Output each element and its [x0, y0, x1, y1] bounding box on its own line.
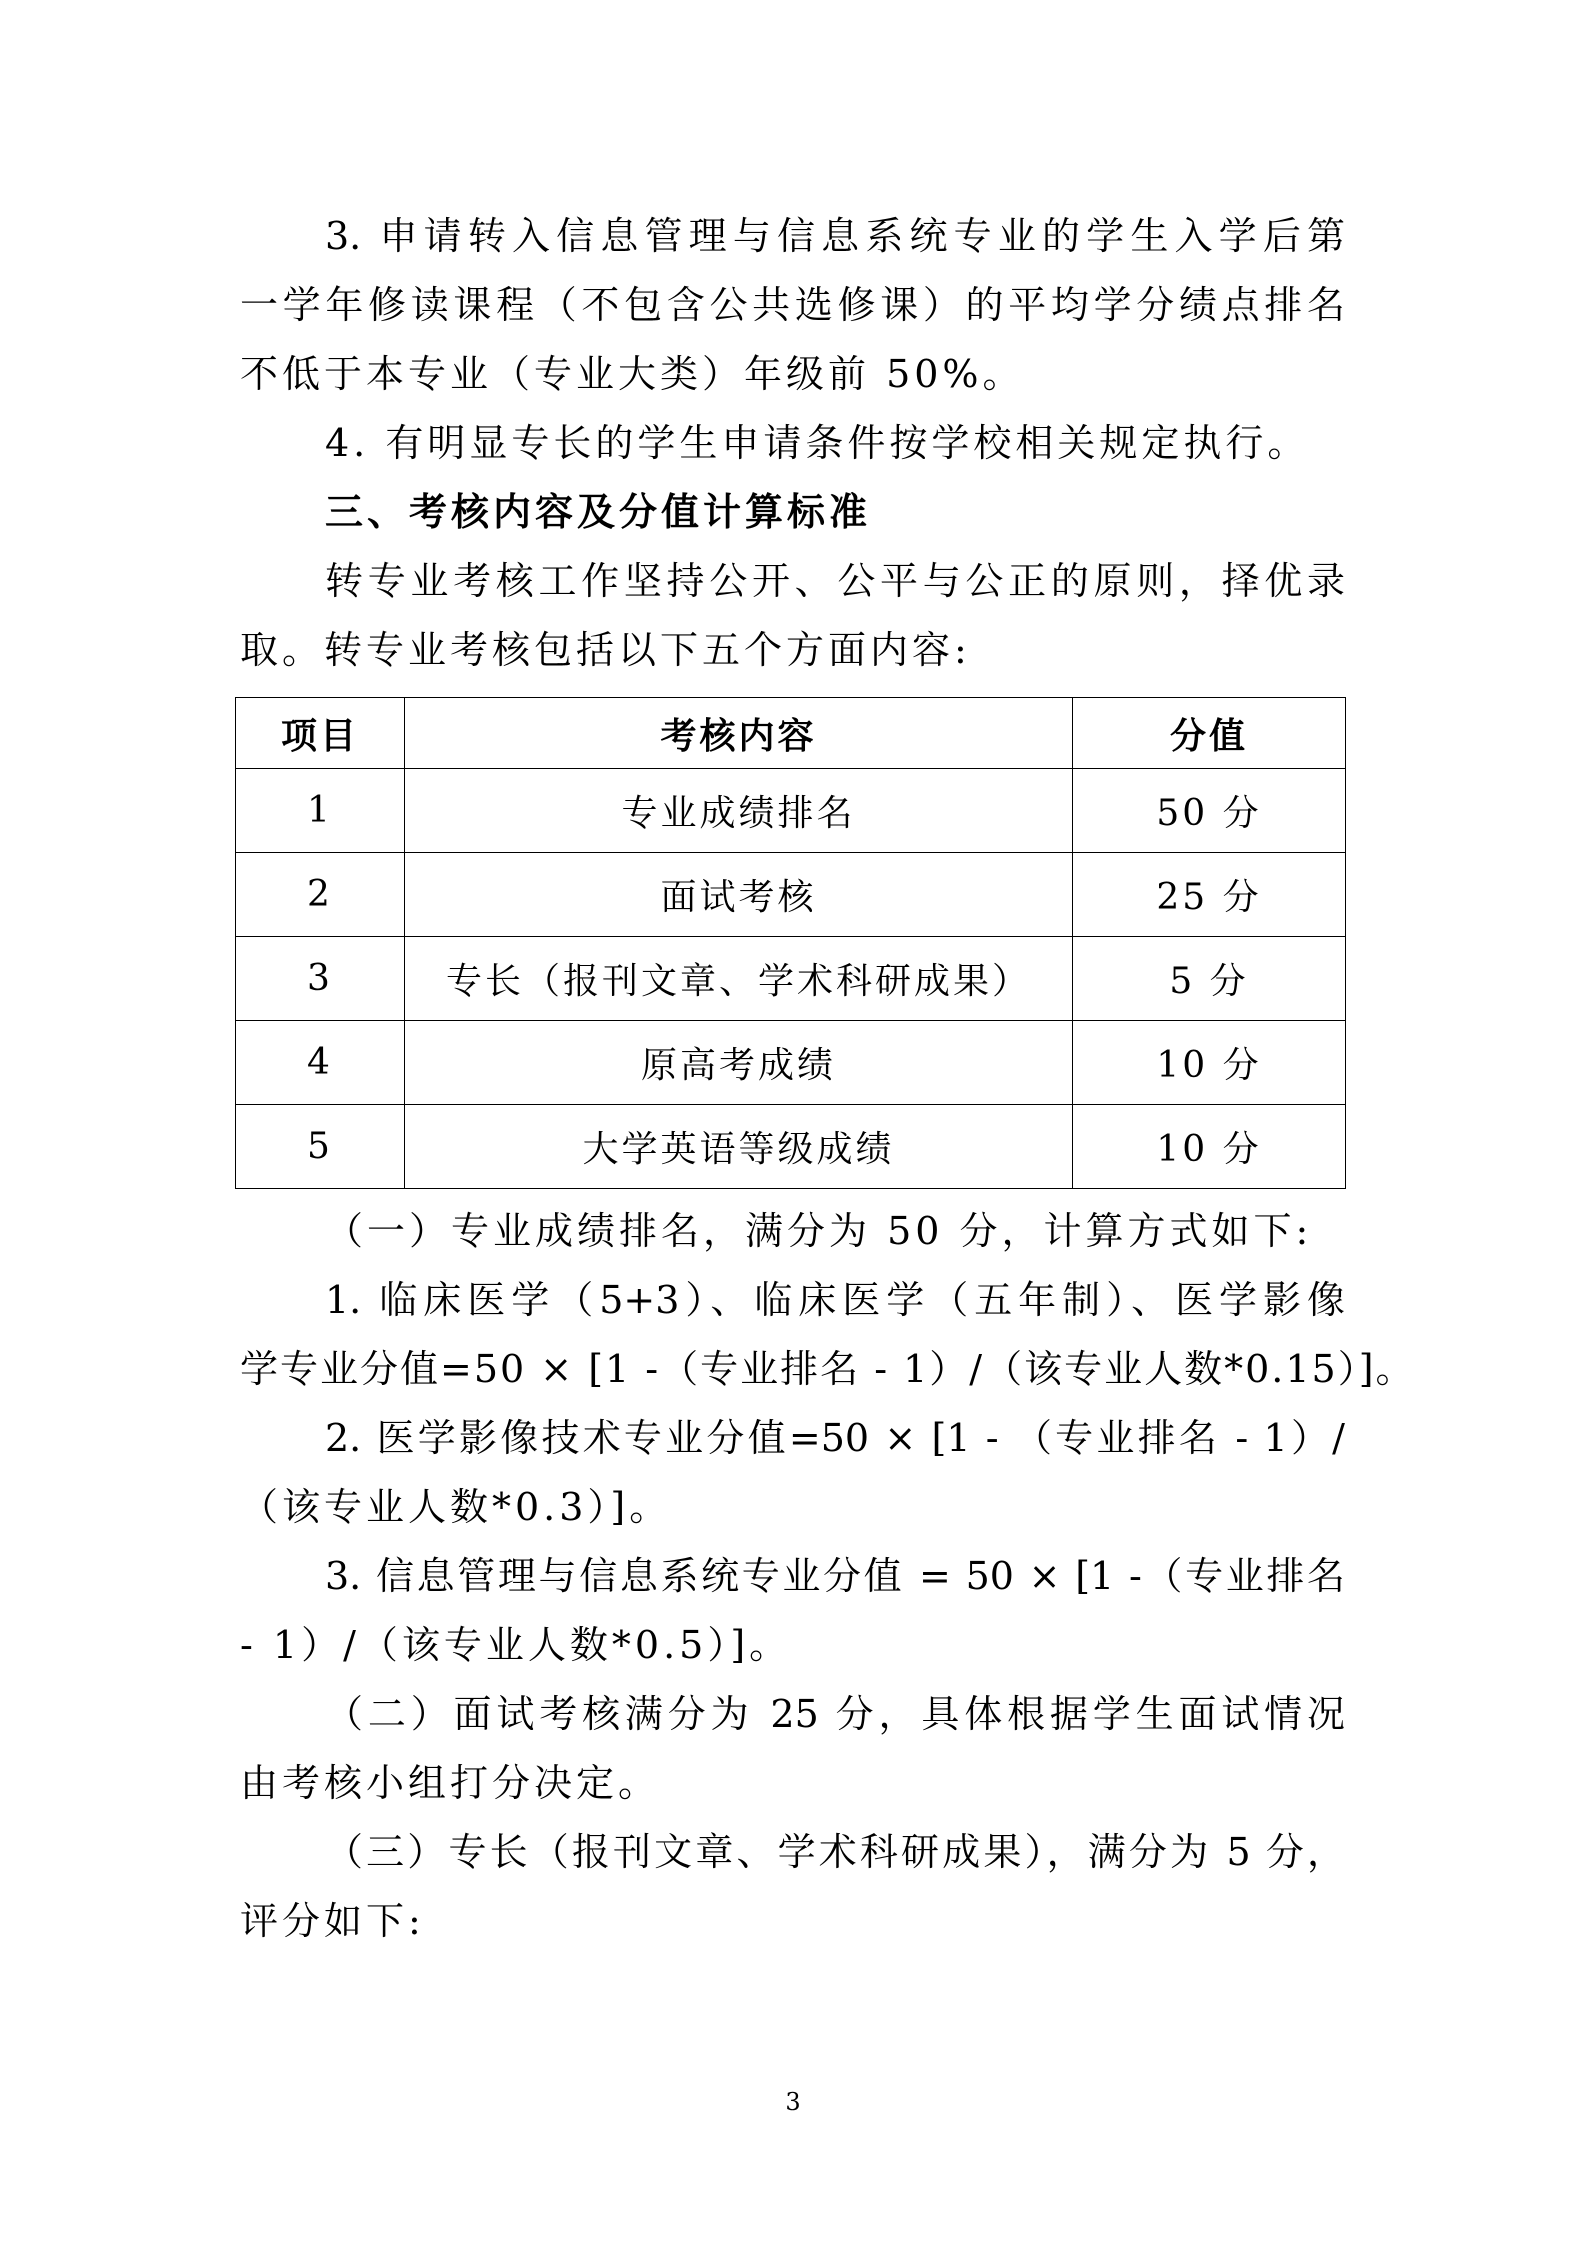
cell-content: 大学英语等级成绩	[405, 1105, 1073, 1189]
subsection-3-line-2: 评分如下:	[240, 1899, 425, 1943]
cell-item: 5	[236, 1105, 405, 1189]
header-item: 项目	[236, 698, 405, 769]
formula-2-line-1: 2. 医学影像技术专业分值=50 × [1 - （专业排名 - 1）/	[325, 1416, 1345, 1460]
formula-1-line-1: 1. 临床医学（5+3）、临床医学（五年制）、医学影像	[325, 1278, 1345, 1322]
table-row	[236, 937, 1346, 1021]
table-row	[236, 769, 1346, 853]
cell-item: 2	[236, 853, 405, 937]
table-row	[236, 853, 1346, 937]
assessment-table	[235, 697, 1346, 1189]
para-condition-3-line-1: 3. 申请转入信息管理与信息系统专业的学生入学后第	[325, 214, 1345, 258]
formula-3-line-1: 3. 信息管理与信息系统专业分值 = 50 × [1 -（专业排名	[325, 1554, 1345, 1598]
formula-1-line-2: 学专业分值=50 × [1 -（专业排名 - 1）/（该专业人数*0.15）]。	[240, 1347, 1416, 1391]
cell-content: 专长（报刊文章、学术科研成果）	[405, 937, 1073, 1021]
cell-item: 3	[236, 937, 405, 1021]
subsection-1-title: （一）专业成绩排名，满分为 50 分，计算方式如下:	[325, 1209, 1313, 1253]
cell-score: 5 分	[1073, 937, 1346, 1021]
para-condition-3-line-3: 不低于本专业（专业大类）年级前 50%。	[240, 352, 1025, 396]
header-score: 分值	[1073, 698, 1346, 769]
section-heading: 三、考核内容及分值计算标准	[325, 489, 872, 534]
page-number: 3	[785, 2088, 801, 2116]
cell-score: 10 分	[1073, 1021, 1346, 1105]
cell-score: 10 分	[1073, 1105, 1346, 1189]
para-condition-3-line-2: 一学年修读课程（不包含公共选修课）的平均学分绩点排名	[240, 283, 1345, 327]
para-principle-line-1: 转专业考核工作坚持公开、公平与公正的原则，择优录	[325, 559, 1345, 603]
cell-content: 专业成绩排名	[405, 769, 1073, 853]
subsection-2-line-2: 由考核小组打分决定。	[240, 1761, 661, 1805]
header-content: 考核内容	[405, 698, 1073, 769]
cell-score: 50 分	[1073, 769, 1346, 853]
subsection-2-line-1: （二）面试考核满分为 25 分，具体根据学生面试情况	[325, 1692, 1345, 1736]
cell-item: 4	[236, 1021, 405, 1105]
table-row	[236, 1021, 1346, 1105]
table-header-row	[236, 698, 1346, 769]
cell-content: 面试考核	[405, 853, 1073, 937]
para-principle-line-2: 取。转专业考核包括以下五个方面内容:	[240, 628, 971, 672]
cell-score: 25 分	[1073, 853, 1346, 937]
formula-2-line-2: （该专业人数*0.3）]。	[240, 1485, 672, 1529]
cell-content: 原高考成绩	[405, 1021, 1073, 1105]
table-row	[236, 1105, 1346, 1189]
subsection-3-line-1: （三）专长（报刊文章、学术科研成果），满分为 5 分，	[325, 1830, 1345, 1874]
formula-3-line-2: - 1）/（该专业人数*0.5）]。	[240, 1623, 792, 1667]
cell-item: 1	[236, 769, 405, 853]
para-condition-4: 4. 有明显专长的学生申请条件按学校相关规定执行。	[325, 421, 1310, 465]
